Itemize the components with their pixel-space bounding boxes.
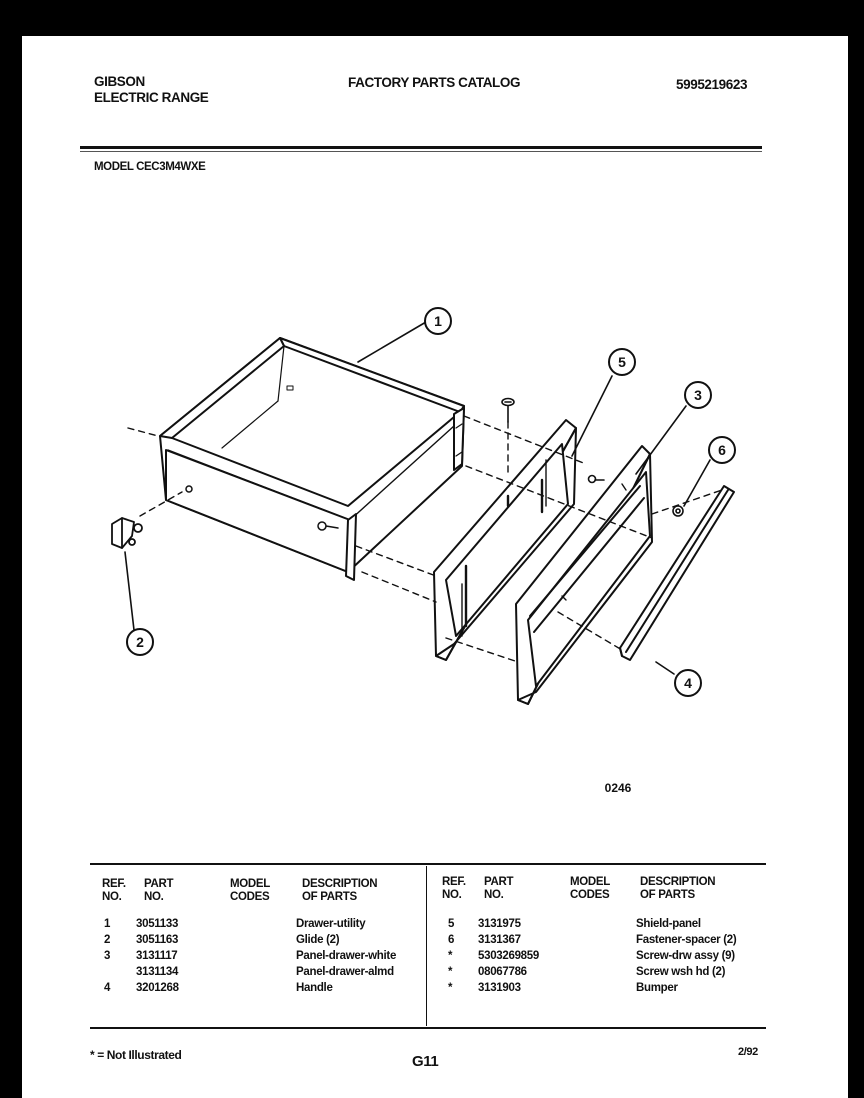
table-cell: 3051133 — [136, 918, 179, 930]
catalog-title: FACTORY PARTS CATALOG — [348, 75, 521, 90]
table-cell: Shield-panel — [636, 918, 701, 930]
table-cell: Glide (2) — [296, 934, 340, 946]
screw-drw-assy-part — [502, 399, 514, 423]
fastener-spacer-part — [589, 476, 605, 483]
left-ref-column — [104, 916, 110, 996]
table-cell: 3131903 — [478, 982, 521, 994]
table-cell: 3131117 — [136, 950, 178, 962]
right-desc-column — [636, 916, 736, 996]
table-cell: 1 — [104, 918, 111, 930]
table-cell: Panel-drawer-almd — [296, 966, 394, 978]
table-cell: Drawer-utility — [296, 918, 366, 930]
table-cell — [104, 964, 110, 980]
left-part-column — [136, 916, 179, 996]
figure-code: 0246 — [604, 781, 632, 795]
drawer-utility-part — [160, 338, 464, 580]
table-cell: 3051163 — [136, 934, 179, 946]
header-description: DESCRIPTION OF PARTS — [302, 878, 378, 903]
table-cell: Panel-drawer-white — [296, 950, 397, 962]
table-cell: Handle — [296, 982, 333, 994]
header-ref-no: REF. NO. — [102, 878, 126, 903]
callout-5: 5 — [618, 354, 626, 370]
product-type: ELECTRIC RANGE — [94, 90, 209, 105]
callout-3: 3 — [694, 387, 702, 403]
table-cell: Screw wsh hd (2) — [636, 966, 726, 978]
page-code: G11 — [412, 1053, 439, 1070]
callout-6: 6 — [718, 442, 726, 458]
right-part-column — [478, 916, 539, 996]
table-cell: Screw-drw assy (9) — [636, 950, 735, 962]
callout-2: 2 — [136, 634, 144, 650]
table-bottom-rule — [90, 1027, 766, 1029]
glide-part — [112, 518, 142, 548]
catalog-number: 5995219623 — [676, 77, 748, 92]
table-cell: 3131975 — [478, 918, 521, 930]
table-cell: 4 — [104, 982, 111, 994]
table-cell: * — [448, 950, 453, 962]
right-ref-column — [448, 916, 454, 996]
table-top-rule — [90, 863, 766, 865]
callout-4: 4 — [684, 675, 692, 691]
table-cell: 3131367 — [478, 934, 521, 946]
table-cell: 2 — [104, 934, 111, 946]
table-cell: Bumper — [636, 982, 678, 994]
table-cell: 5303269859 — [478, 950, 539, 962]
header-model-codes: MODEL CODES — [230, 878, 271, 903]
exploded-parts-diagram — [22, 36, 848, 836]
header-ref-no-right: REF. NO. — [442, 876, 466, 901]
table-cell: 3201268 — [136, 982, 179, 994]
footnote: * = Not Illustrated — [90, 1048, 182, 1062]
header-part-no-right: PART NO. — [484, 876, 514, 901]
header-part-no: PART NO. — [144, 878, 174, 903]
header-description-right: DESCRIPTION OF PARTS — [640, 876, 716, 901]
table-divider — [426, 866, 427, 1026]
callout-1: 1 — [434, 313, 442, 329]
table-cell: 3131134 — [136, 966, 179, 978]
left-desc-column — [296, 916, 396, 996]
table-cell: * — [448, 966, 453, 978]
brand-name: GIBSON — [94, 74, 145, 89]
revision-date: 2/92 — [738, 1046, 758, 1058]
table-cell: Fastener-spacer (2) — [636, 934, 737, 946]
model-label: MODEL CEC3M4WXE — [94, 161, 206, 173]
table-cell: * — [448, 982, 453, 994]
catalog-page — [22, 36, 848, 1098]
header-model-codes-right: MODEL CODES — [570, 876, 611, 901]
table-cell: 6 — [448, 934, 455, 946]
table-cell: 08067786 — [478, 966, 527, 978]
bumper-part — [673, 506, 683, 516]
table-cell: 3 — [104, 950, 111, 962]
table-cell: 5 — [448, 918, 455, 930]
